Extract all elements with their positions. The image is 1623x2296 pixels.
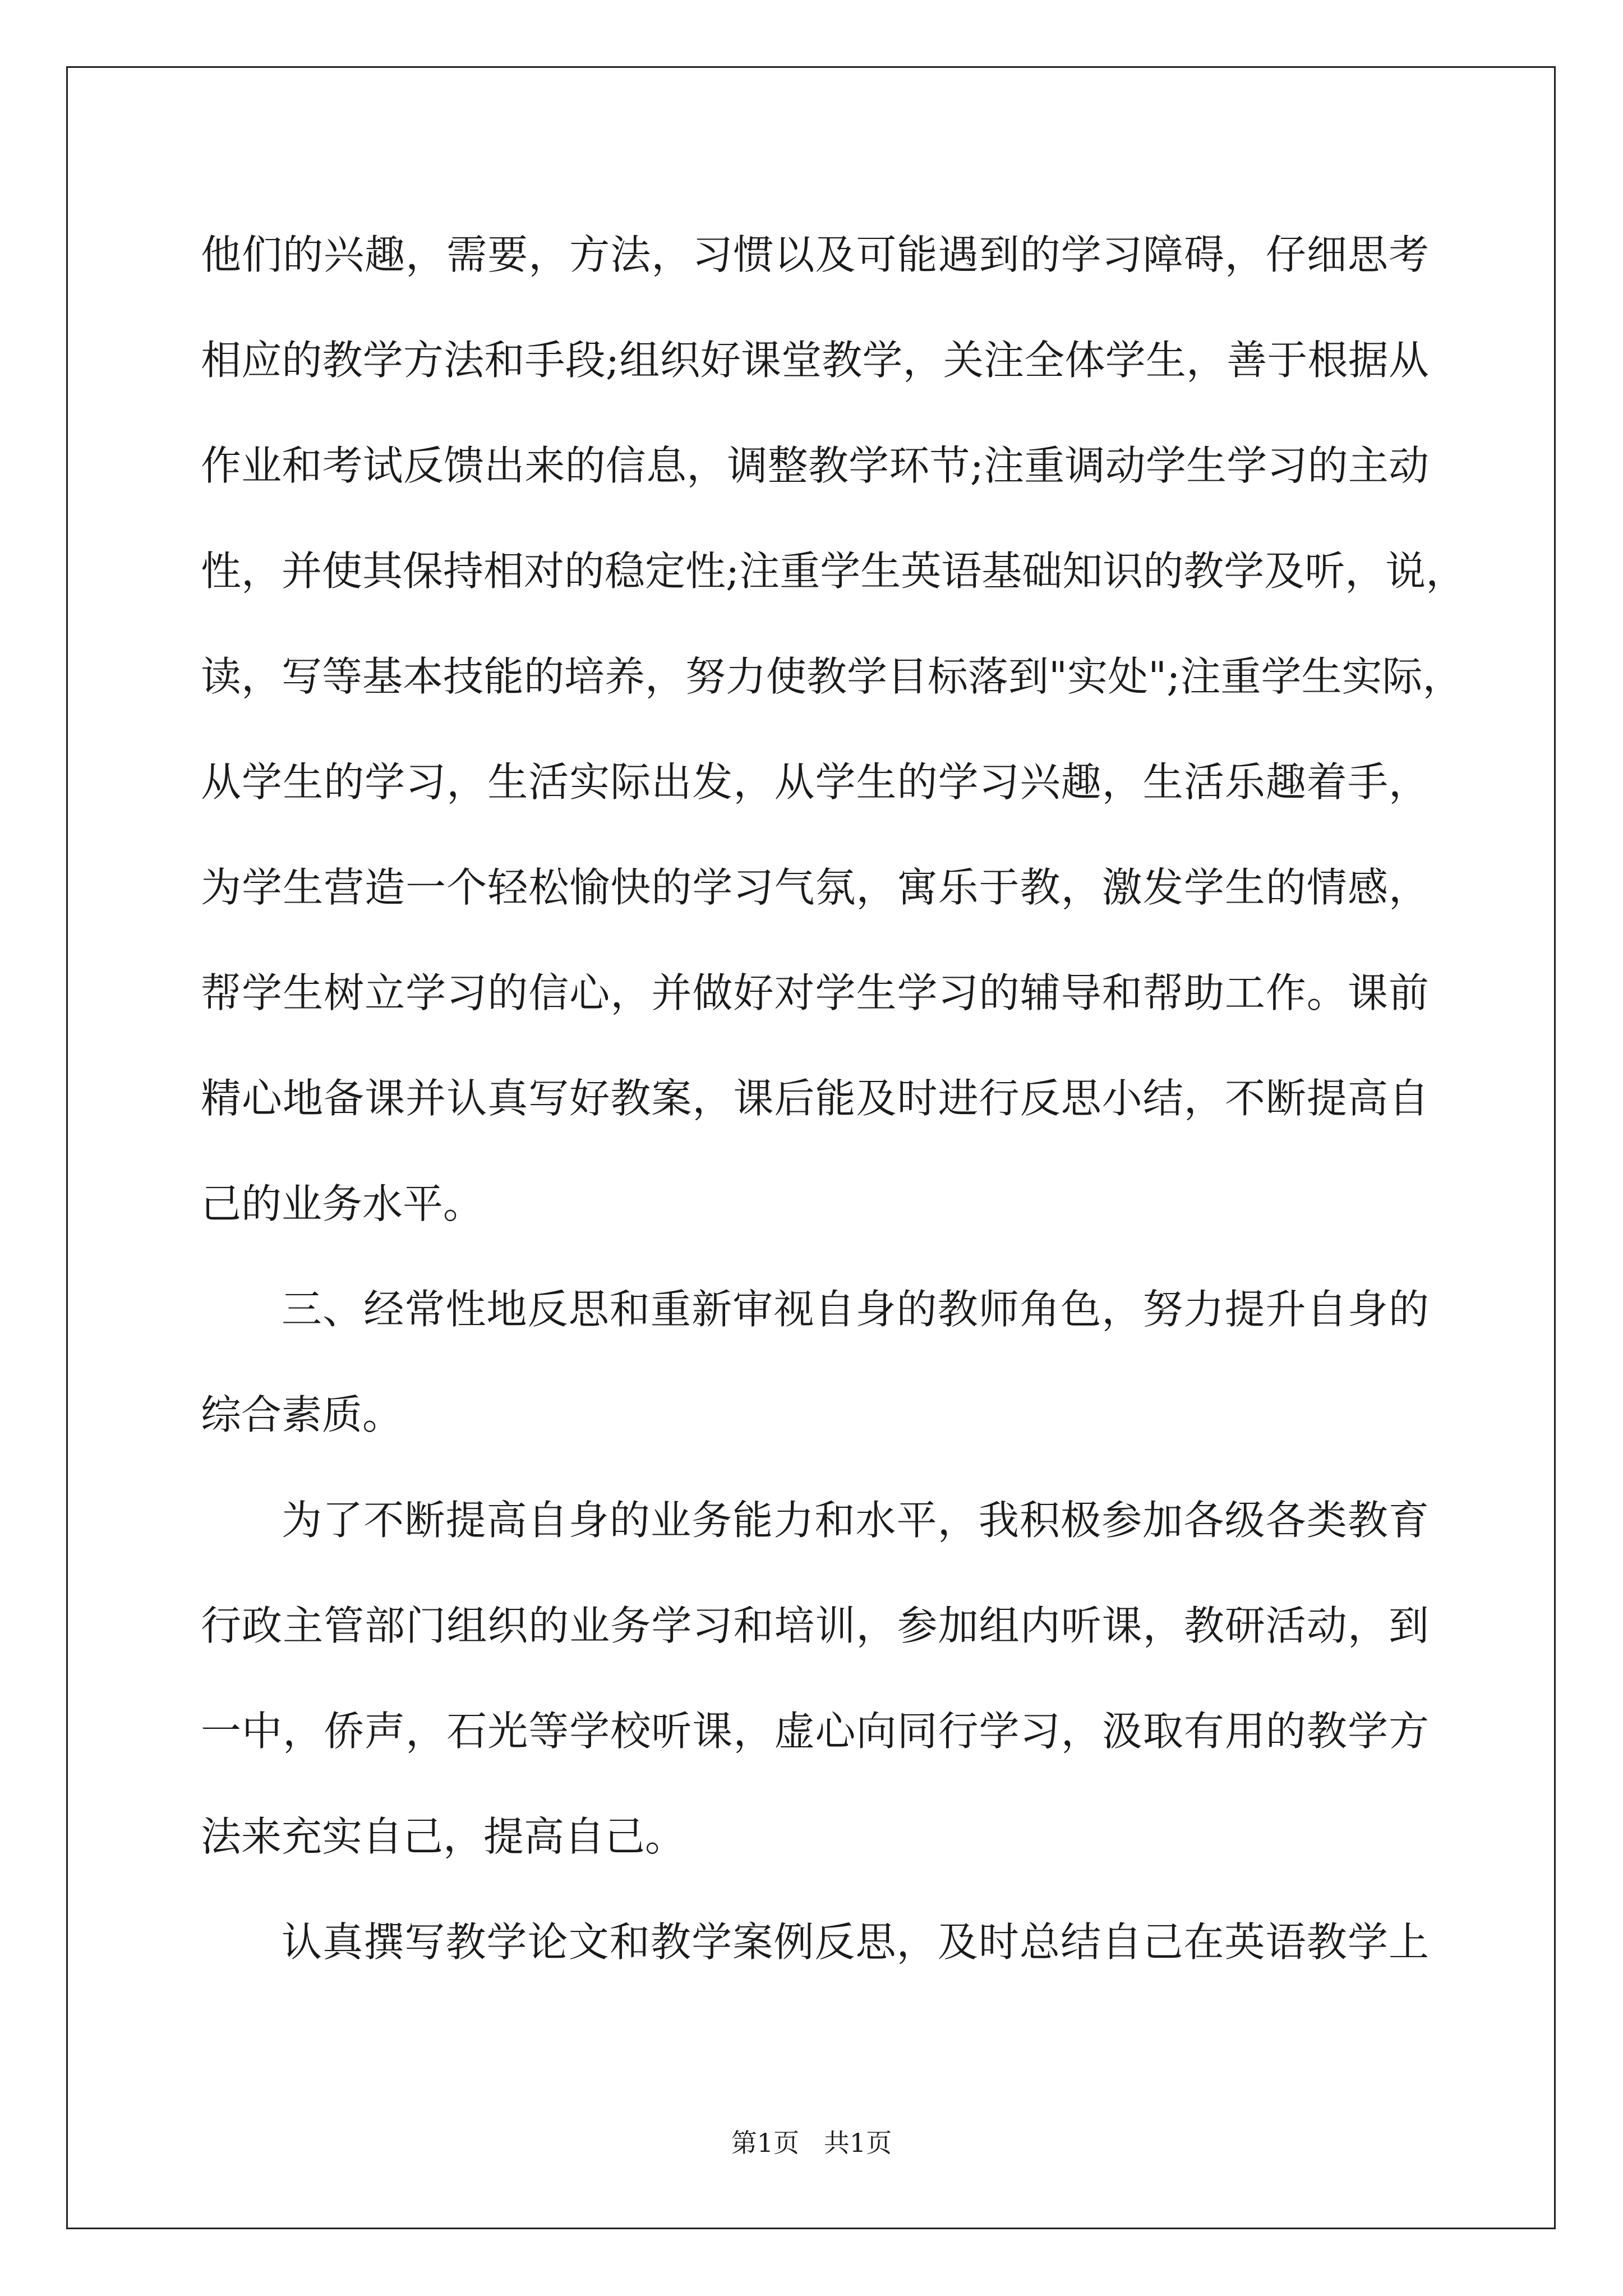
text-line: 从学生的学习，生活实际出发，从学生的学习兴趣，生活乐趣着手， bbox=[201, 758, 1429, 806]
text-line: 一中，侨声，石光等学校听课，虚心向同行学习，汲取有用的教学方 bbox=[201, 1708, 1429, 1755]
document-body bbox=[201, 202, 1467, 1995]
text-line: 法来充实自己，提高自己。 bbox=[201, 1813, 686, 1860]
text-line: 他们的兴趣，需要，方法，习惯以及可能遇到的学习障碍，仔细思考 bbox=[201, 231, 1429, 278]
paragraph-first-line: 认真撰写教学论文和教学案例反思，及时总结自己在英语教学上 bbox=[282, 1918, 1429, 1966]
section-heading-line: 三、经常性地反思和重新审视自身的教师角色，努力提升自身的 bbox=[282, 1286, 1429, 1333]
text-line: 读，写等基本技能的培养，努力使教学目标落到"实处";注重学生实际， bbox=[201, 653, 1463, 700]
text-line: 行政主管部门组织的业务学习和培训，参加组内听课，教研活动，到 bbox=[201, 1602, 1429, 1649]
text-line: 为学生营造一个轻松愉快的学习气氛，寓乐于教，激发学生的情感， bbox=[201, 864, 1429, 911]
text-line: 作业和考试反馈出来的信息，调整教学环节;注重调动学生学习的主动 bbox=[201, 442, 1429, 489]
text-line: 性，并使其保持相对的稳定性;注重学生英语基础知识的教学及听，说， bbox=[201, 547, 1467, 595]
text-line: 相应的教学方法和手段;组织好课堂教学，关注全体学生，善于根据从 bbox=[201, 337, 1429, 384]
paragraph-first-line: 为了不断提高自身的业务能力和水平，我积极参加各级各类教育 bbox=[282, 1497, 1429, 1544]
text-line: 精心地备课并认真写好教案，课后能及时进行反思小结，不断提高自 bbox=[201, 1075, 1429, 1122]
text-line: 帮学生树立学习的信心，并做好对学生学习的辅导和帮助工作。课前 bbox=[201, 969, 1429, 1016]
page-number-footer: 第1页 共1页 bbox=[731, 2128, 892, 2158]
text-line: 综合素质。 bbox=[201, 1391, 403, 1438]
text-line: 己的业务水平。 bbox=[201, 1180, 484, 1227]
